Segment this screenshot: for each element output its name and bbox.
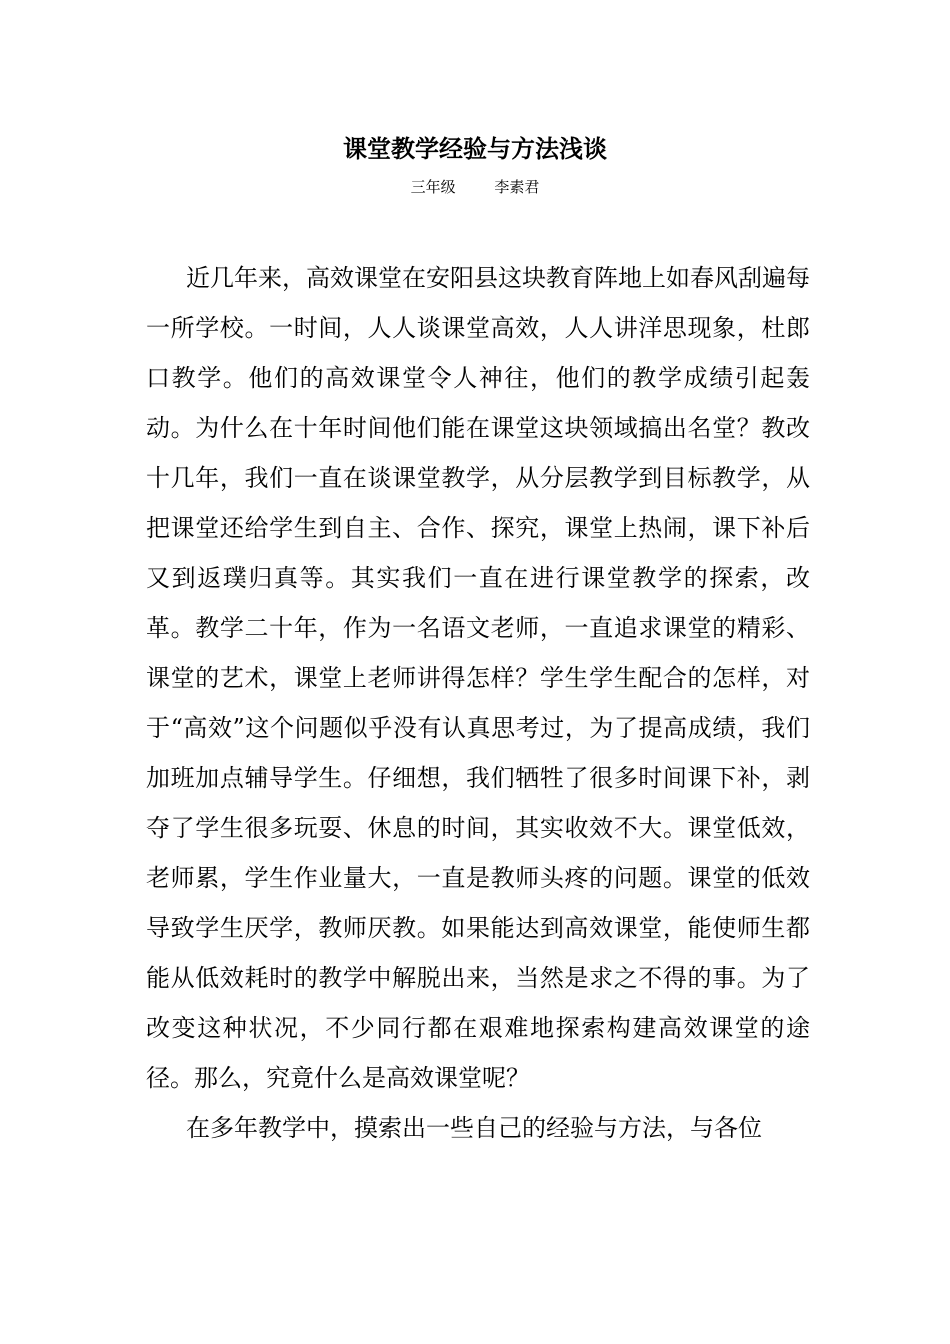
grade-label: 三年级 <box>410 178 456 196</box>
document-body <box>146 253 810 1153</box>
byline <box>0 177 950 197</box>
paragraph-1: 近几年来，高效课堂在安阳县这块教育阵地上如春风刮遍每一所学校。一时间，人人谈课堂高效，人人讲洋思现象，杜郎口教学。他们的高效课堂令人神往，他们的教学成绩引起轰动。为什么在十年时间他们能在课堂这块领域搞出名堂？教改十几年，我们一直在谈课堂教学，从分层教学到目标教学，从把课堂还给学生到自主、合作、探究，课堂上热闹，课下补后又到返璞归真等。其实我们一直在进行课堂教学的探索，改革。教学二十年，作为一名语文老师，一直追求课堂的精彩、课堂的艺术，课堂上老师讲得怎样？学生学生配合的怎样，对于“高效”这个问题似乎没有认真思考过，为了提高成绩，我们加班加点辅导学生。仔细想，我们牺牲了很多时间课下补，剥夺了学生很多玩耍、休息的时间，其实收效不大。课堂低效，老师累，学生作业量大，一直是教师头疼的问题。课堂的低效导致学生厌学，教师厌教。如果能达到高效课堂，能使师生都能从低效耗时的教学中解脱出来，当然是求之不得的事。为了改变这种状况，不少同行都在艰难地探索构建高效课堂的途径。那么，究竟什么是高效课堂呢？ <box>146 264 810 1092</box>
paragraph-2: 在多年教学中，摸索出一些自己的经验与方法，与各位 <box>186 1114 762 1142</box>
author-name: 李素君 <box>494 178 540 196</box>
document-title: 课堂教学经验与方法浅谈 <box>343 134 607 163</box>
